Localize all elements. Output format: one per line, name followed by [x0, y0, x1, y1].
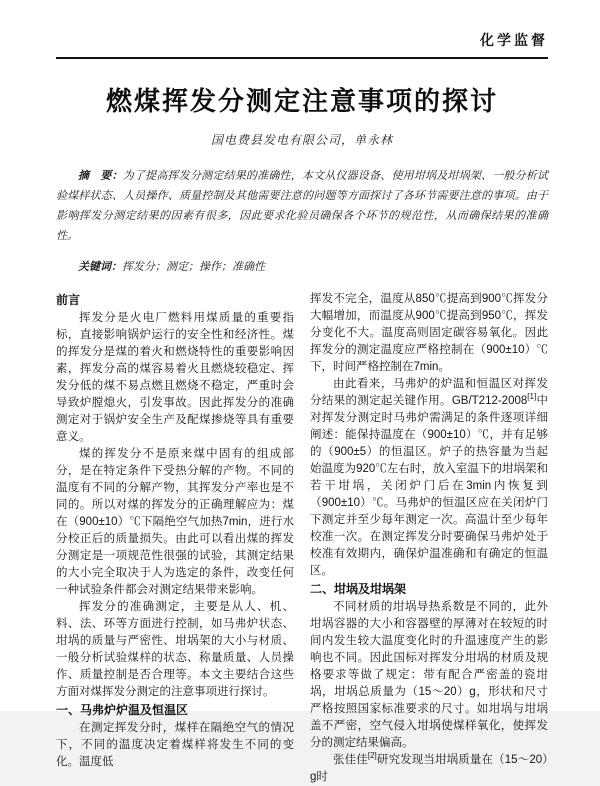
keywords-label: 关键词： — [78, 261, 122, 273]
article-title: 燃煤挥发分测定注意事项的探讨 — [105, 86, 498, 116]
right-column — [310, 291, 548, 786]
section-heading-1: 一、马弗炉炉温及恒温区 — [56, 703, 189, 717]
paragraph-with-reference — [310, 376, 548, 580]
left-column — [56, 291, 294, 786]
abstract-text: 为了提高挥发分测定结果的准确性，本文从仪器设备、使用坩埚及坩埚架、一般分析试验煤样状态、人员操作、质量控制及其他需要注意的问题等方面探讨了各环节需要注意的事项。由于影响挥发分测定结果的因素有很多，因此要求化验员确保各个环节的规范性，从而确保结果的准确性。 — [56, 170, 548, 242]
paragraph: 在测定挥发分时，煤样在隔绝空气的情况下，不同的温度决定着煤样将发生不同的变化。温度低 — [56, 722, 294, 768]
journal-section-header: 化学监督 — [480, 32, 548, 48]
abstract-label: 摘 要： — [78, 170, 123, 182]
abstract-paragraph — [56, 166, 548, 246]
paragraph: 不同材质的坩埚导热系数是不同的，此外坩埚容器的大小和容器壁的厚薄对在较短的时间内发生较大温度变化时的升温速度产生的影响也不同。因此国标对挥发分坩埚的材质及规格要求等做了规定：带有配合严密盖的瓷坩埚，坩埚总质量为（15～20）g，形状和尺寸严格按照国家标准要求的尺寸。如坩埚与坩埚盖不严密，空气侵入坩埚使煤样氧化，使挥发分的测定结果偏高。 — [310, 601, 548, 749]
header-divider-rule — [56, 57, 548, 59]
paragraph-text: 中对挥发分测定时马弗炉需满足的条件逐项详细阐述：能保持温度在（900±10）℃，并有足够的（900±5）的恒温区。炉子的热容量为当起始温度为920℃左右时，放入室温下的坩埚架和若干坩埚，关闭炉门后在3min内恢复到（900±10）℃。马弗炉的恒温区应在关闭炉门下测定并至少每年测定一次。高温计至少每年校准一次。在测定挥发分时要确保马弗炉处于校准有效期内，确保炉温准确和有确定的恒温区。 — [310, 395, 549, 577]
paragraph: 挥发分的准确测定，主要是从人、机、料、法、环等方面进行控制，如马弗炉状态、坩埚的质量与严密性、坩埚架的大小与材质、一般分析试验煤样的状态、称量质量、人员操作、质量控制是否合理等。本文主要结合这些方面对煤挥发分测定的注意事项进行探讨。 — [56, 601, 294, 698]
paragraph-continuation: 挥发不完全，温度从850℃提高到900℃挥发分大幅增加，而温度从900℃提高到950℃，挥发分变化不大。温度高则固定碳容易氧化。因此挥发分的测定温度应严格控制在（900±10）℃下，时间严格控制在7min。 — [310, 293, 548, 373]
paragraph-with-reference — [310, 752, 548, 786]
paragraph-text: 张佳佳 — [333, 754, 368, 766]
section-heading-2: 二、坩埚及坩埚架 — [310, 582, 407, 596]
keywords-line — [56, 257, 548, 277]
paragraph-text: 由此看来，马弗炉的炉温和恒温区对挥发分结果的测定起关键作用。GB/T212-2008 — [310, 378, 548, 407]
keywords-text: 挥发分；测定；操作；准确性 — [122, 261, 265, 273]
paragraph: 煤的挥发分不是原来煤中固有的组成部分，是在特定条件下受热分解的产物。不同的温度有不同的分解产物，其挥发分产率也是不同的。所以对煤的挥发分的正确理解应为：煤在（900±10）℃下隔绝空气加热7min，进行水分校正后的质量损失。由此可以看出煤的挥发分测定是一项规范性很强的试验，其测定结果的大小完全取决于人为选定的条件，改变任何一种试验条件都会对测定结果带来影响。 — [56, 448, 294, 596]
section-heading-intro: 前言 — [56, 293, 81, 307]
author-byline: 国电费县发电有限公司，单永林 — [210, 133, 393, 147]
paragraph: 挥发分是火电厂燃料用煤质量的重要指标，直接影响锅炉运行的安全性和经济性。煤的挥发分是煤的着火和燃烧特性的重要影响因素，挥发分高的煤容易着火且燃烧较稳定、挥发分低的煤不易点燃且燃烧不稳定，严重时会导致炉膛熄火，引发事故。因此挥发分的准确测定对于锅炉安全生产及配煤掺烧等具有重要意义。 — [56, 312, 294, 443]
paragraph-text: 研究发现当坩埚质量在（15～20）g时 — [310, 754, 548, 783]
reference-superscript-2: [2] — [367, 751, 377, 761]
two-column-body — [56, 291, 548, 786]
reference-superscript-1: [1] — [527, 392, 537, 402]
